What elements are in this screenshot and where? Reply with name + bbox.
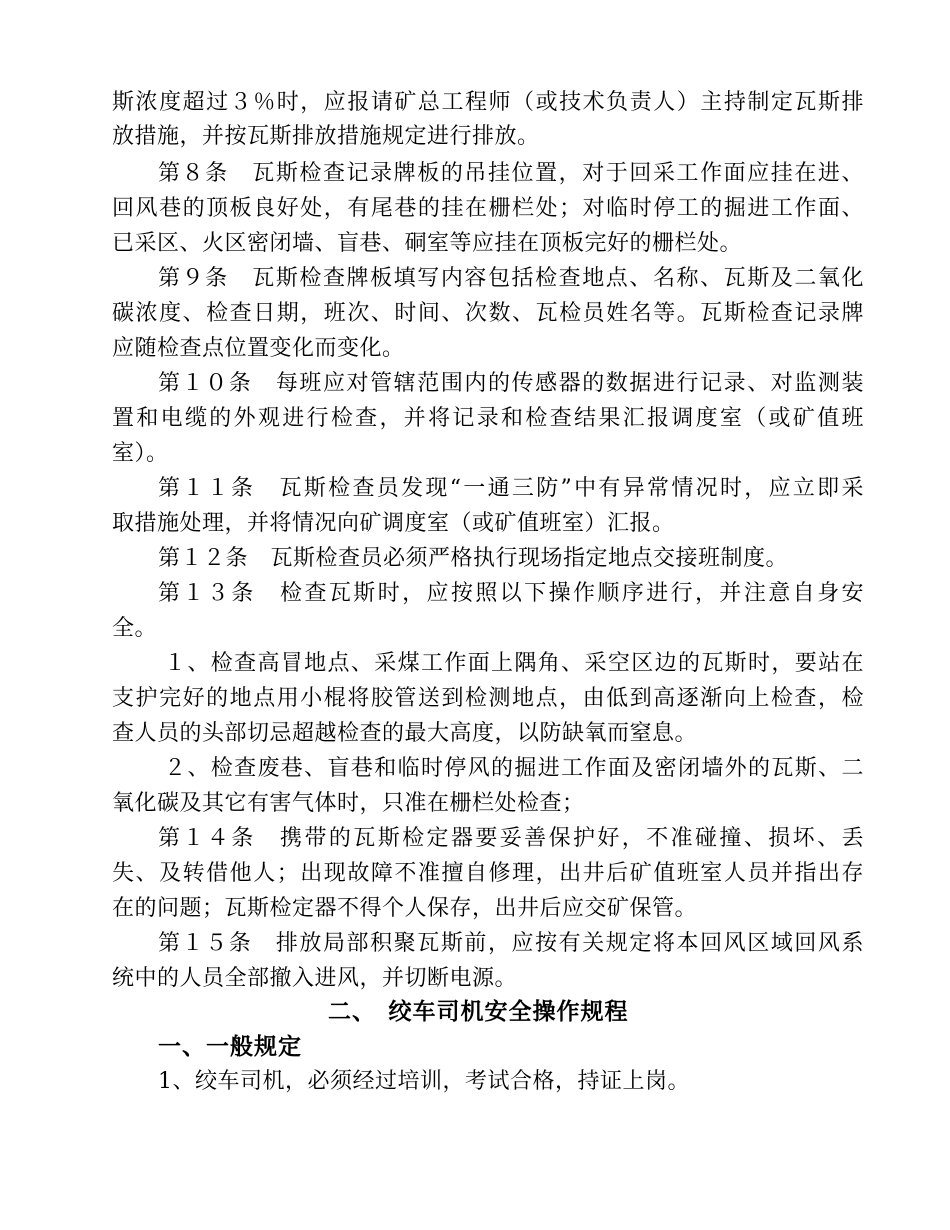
text-line: 支护完好的地点用小棍将胶管送到检测地点，由低到高逐渐向上检查，检 [112, 686, 864, 711]
text-line: １、检查高冒地点、采煤工作面上隅角、采空区边的瓦斯时，要站在 [164, 651, 864, 676]
subsection-title: 一、一般规定 [158, 1033, 302, 1060]
text-line: 第１１条 瓦斯检查员发现“一通三防”中有异常情况时，应立即采 [158, 476, 864, 501]
text-line: 室）。 [112, 441, 169, 466]
text-line: 氧化碳及其它有害气体时，只准在栅栏处检查； [112, 791, 585, 816]
text-line: 查人员的头部切忌超越检查的最大高度，以防缺氧而窒息。 [112, 721, 698, 746]
text-line: 第１５条 排放局部积聚瓦斯前，应按有关规定将本回风区域回风系 [158, 931, 864, 956]
text-line: 斯浓度超过３％时，应报请矿总工程师（或技术负责人）主持制定瓦斯排 [112, 90, 864, 115]
text-line: 在的问题；瓦斯检定器不得个人保存，出井后应交矿保管。 [112, 896, 698, 921]
text-line: 应随检查点位置变化而变化。 [112, 336, 405, 361]
section-title: 二、 绞车司机安全操作规程 [328, 998, 629, 1025]
text-line: 取措施处理，并将情况向矿调度室（或矿值班室）汇报。 [112, 511, 675, 536]
text-line: ２、检查废巷、盲巷和临时停风的掘进工作面及密闭墙外的瓦斯、二 [164, 756, 864, 781]
text-line: 碳浓度、检查日期，班次、时间、次数、瓦检员姓名等。瓦斯检查记录牌 [112, 301, 864, 326]
text-line: 置和电缆的外观进行检查，并将记录和检查结果汇报调度室（或矿值班 [112, 406, 864, 431]
text-line: 回风巷的顶板良好处，有尾巷的挂在栅栏处；对临时停工的掘进工作面、 [112, 196, 864, 221]
text-line: 失、及转借他人；出现故障不准擅自修理，出井后矿值班室人员并指出存 [112, 861, 864, 886]
text-line: 第１２条 瓦斯检查员必须严格执行现场指定地点交接班制度。 [158, 546, 789, 571]
text-line: 第１３条 检查瓦斯时，应按照以下操作顺序进行，并注意自身安 [158, 581, 864, 606]
text-line: 已采区、火区密闭墙、盲巷、硐室等应挂在顶板完好的栅栏处。 [112, 231, 743, 256]
text-line: 第８条 瓦斯检查记录牌板的吊挂位置，对于回采工作面应挂在进、 [158, 161, 864, 186]
text-line: 第１４条 携带的瓦斯检定器要妥善保护好，不准碰撞、损坏、丢 [158, 826, 864, 851]
text-line: 第１０条 每班应对管辖范围内的传感器的数据进行记录、对监测装 [158, 371, 864, 396]
text-line: 统中的人员全部撤入进风，并切断电源。 [112, 966, 518, 991]
text-line: 放措施，并按瓦斯排放措施规定进行排放。 [112, 124, 540, 149]
text-line: 1、绞车司机，必须经过培训，考试合格，持证上岗。 [158, 1069, 690, 1094]
text-line: 第９条 瓦斯检查牌板填写内容包括检查地点、名称、瓦斯及二氧化 [158, 266, 864, 291]
text-line: 全。 [112, 616, 158, 641]
